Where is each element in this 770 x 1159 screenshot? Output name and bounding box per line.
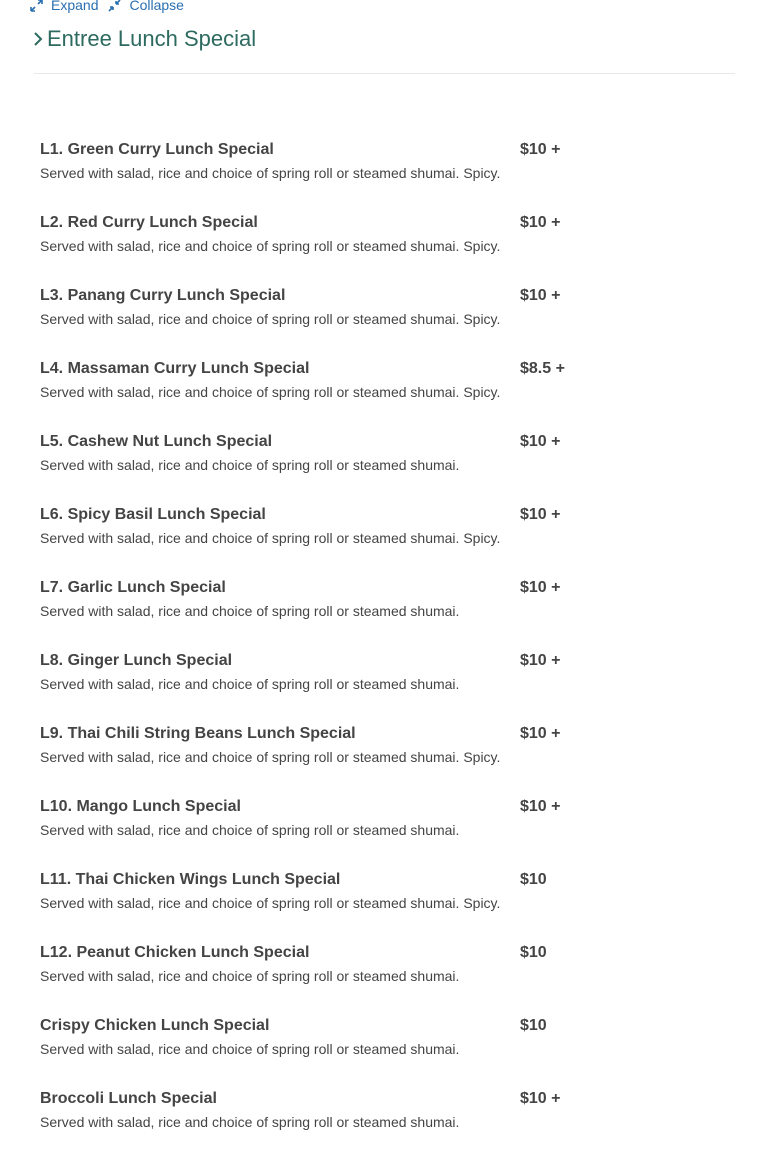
menu-item[interactable] bbox=[40, 724, 740, 797]
item-price: $10 + bbox=[520, 725, 561, 742]
item-description: Served with salad, rice and choice of spring roll or steamed shumai. Spicy. bbox=[40, 895, 501, 911]
item-description: Served with salad, rice and choice of spring roll or steamed shumai. Spicy. bbox=[40, 749, 501, 765]
item-description: Served with salad, rice and choice of spring roll or steamed shumai. bbox=[40, 457, 460, 473]
item-name: L3. Panang Curry Lunch Special bbox=[40, 287, 286, 304]
item-description: Served with salad, rice and choice of spring roll or steamed shumai. bbox=[40, 603, 460, 619]
item-price: $10 + bbox=[520, 506, 561, 523]
menu-item[interactable] bbox=[40, 578, 740, 651]
menu-item[interactable] bbox=[40, 651, 740, 724]
menu-item[interactable] bbox=[40, 870, 740, 943]
item-price: $10 + bbox=[520, 287, 561, 304]
section-title: Entree Lunch Special bbox=[47, 26, 257, 51]
expand-arrows-icon bbox=[30, 0, 43, 12]
item-price: $8.5 + bbox=[520, 360, 565, 377]
item-name: L5. Cashew Nut Lunch Special bbox=[40, 433, 273, 450]
item-price: $10 bbox=[520, 871, 547, 888]
menu-item[interactable] bbox=[40, 359, 740, 432]
menu-item[interactable] bbox=[40, 213, 740, 286]
item-name: Broccoli Lunch Special bbox=[40, 1090, 217, 1107]
item-description: Served with salad, rice and choice of spring roll or steamed shumai. Spicy. bbox=[40, 238, 501, 254]
item-price: $10 + bbox=[520, 214, 561, 231]
item-name: Crispy Chicken Lunch Special bbox=[40, 1017, 270, 1034]
item-name: L9. Thai Chili String Beans Lunch Special bbox=[40, 725, 356, 742]
item-price: $10 + bbox=[520, 652, 561, 669]
menu-item[interactable] bbox=[40, 1089, 740, 1159]
expand-label: Expand bbox=[51, 0, 99, 13]
item-description: Served with salad, rice and choice of spring roll or steamed shumai. Spicy. bbox=[40, 530, 501, 546]
collapse-label: Collapse bbox=[129, 0, 184, 13]
item-description: Served with salad, rice and choice of spring roll or steamed shumai. bbox=[40, 968, 460, 984]
item-price: $10 + bbox=[520, 1090, 561, 1107]
menu-item-list bbox=[40, 140, 740, 1159]
collapse-arrows-icon bbox=[108, 0, 121, 12]
item-description: Served with salad, rice and choice of spring roll or steamed shumai. Spicy. bbox=[40, 311, 501, 327]
menu-item[interactable] bbox=[40, 1016, 740, 1089]
item-name: L7. Garlic Lunch Special bbox=[40, 579, 226, 596]
menu-item[interactable] bbox=[40, 140, 740, 213]
item-description: Served with salad, rice and choice of spring roll or steamed shumai. bbox=[40, 676, 460, 692]
chevron-right-icon bbox=[33, 31, 43, 47]
menu-item[interactable] bbox=[40, 432, 740, 505]
item-name: L10. Mango Lunch Special bbox=[40, 798, 241, 815]
menu-item[interactable] bbox=[40, 286, 740, 359]
item-description: Served with salad, rice and choice of spring roll or steamed shumai. Spicy. bbox=[40, 384, 501, 400]
item-name: L8. Ginger Lunch Special bbox=[40, 652, 233, 669]
item-name: L6. Spicy Basil Lunch Special bbox=[40, 506, 266, 523]
section-toggle[interactable] bbox=[33, 26, 256, 52]
menu-item[interactable] bbox=[40, 505, 740, 578]
item-price: $10 bbox=[520, 1017, 547, 1034]
item-description: Served with salad, rice and choice of spring roll or steamed shumai. bbox=[40, 822, 460, 838]
expand-collapse-toolbar bbox=[30, 0, 194, 14]
item-name: L2. Red Curry Lunch Special bbox=[40, 214, 258, 231]
menu-item[interactable] bbox=[40, 943, 740, 1016]
item-name: L1. Green Curry Lunch Special bbox=[40, 141, 274, 158]
item-name: L4. Massaman Curry Lunch Special bbox=[40, 360, 310, 377]
item-description: Served with salad, rice and choice of spring roll or steamed shumai. bbox=[40, 1041, 460, 1057]
expand-link[interactable] bbox=[30, 0, 98, 13]
item-description: Served with salad, rice and choice of spring roll or steamed shumai. Spicy. bbox=[40, 165, 501, 181]
item-name: L11. Thai Chicken Wings Lunch Special bbox=[40, 871, 341, 888]
section-divider bbox=[34, 73, 735, 74]
item-price: $10 + bbox=[520, 579, 561, 596]
item-price: $10 + bbox=[520, 798, 561, 815]
menu-item[interactable] bbox=[40, 797, 740, 870]
item-description: Served with salad, rice and choice of spring roll or steamed shumai. bbox=[40, 1114, 460, 1130]
collapse-link[interactable] bbox=[108, 0, 183, 13]
item-price: $10 bbox=[520, 944, 547, 961]
item-price: $10 + bbox=[520, 433, 561, 450]
item-price: $10 + bbox=[520, 141, 561, 158]
item-name: L12. Peanut Chicken Lunch Special bbox=[40, 944, 310, 961]
